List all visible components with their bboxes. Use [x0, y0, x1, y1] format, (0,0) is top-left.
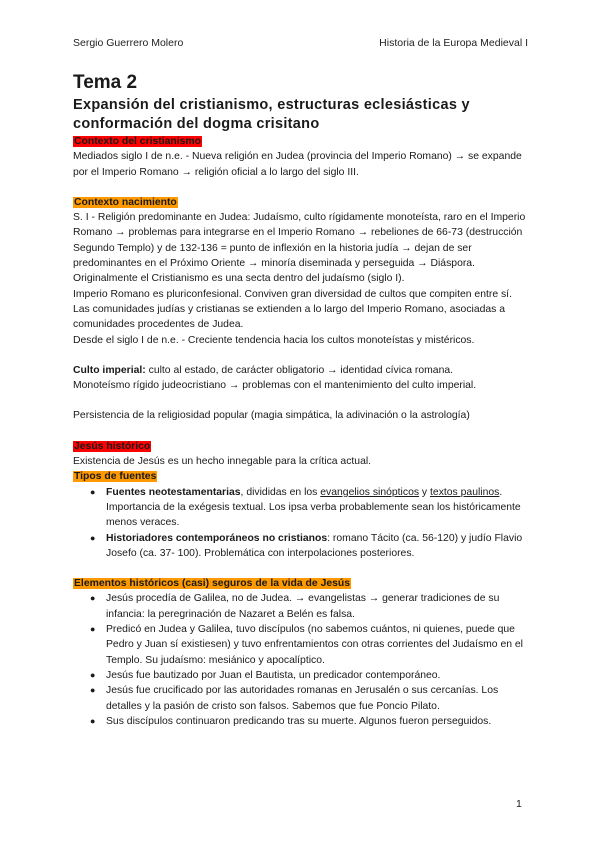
- list-item: ● Jesús fue crucificado por las autoridades romanas en Jerusalén o sus cercanías. Los detalles y la pasión de cristo son falsos. Sabemos que fue Poncio Pilato.: [90, 685, 499, 712]
- section-heading-tipos-fuentes: Tipos de fuentes: [74, 471, 157, 483]
- section-heading-jesus-historico: Jesús histórico: [74, 440, 151, 452]
- page-subtitle: Expansión del cristianismo, estructuras eclesiásticas y conformación del dogma crisitano: [73, 97, 470, 132]
- document-body: [73, 72, 529, 729]
- bullet-icon: ●: [90, 532, 96, 543]
- list-item: ● Jesús procedía de Galilea, no de Judea. → evangelistas → generar tradiciones de su infancia: la peregrinación de Nazaret a Belén es falsa.: [90, 593, 500, 620]
- bullet-icon: ●: [90, 669, 96, 680]
- culto-imperial-text: culto al estado, de carácter obligatorio → identidad cívica romana.: [145, 364, 454, 376]
- page-title: Tema 2: [73, 72, 138, 93]
- section-heading-contexto-nacimiento: Contexto nacimiento: [74, 196, 177, 208]
- bullet-icon: ●: [90, 593, 96, 604]
- header-course: Historia de la Europa Medieval I: [379, 37, 528, 49]
- bullet-icon: ●: [90, 685, 96, 696]
- header-author: Sergio Guerrero Molero: [73, 37, 184, 49]
- list-item: ● Historiadores contemporáneos no cristianos: romano Tácito (ca. 56-120) y judío Flavio Josefo (ca. 37- 100). Problemática con interpolaciones posteriores.: [90, 532, 523, 559]
- paragraph: Existencia de Jesús es un hecho innegable para la crítica actual.: [73, 456, 372, 468]
- paragraph: S. I - Religión predominante en Judea: Judaísmo, culto rígidamente monoteísta, raro en el Imperio Romano → problemas para integrarse en el Imperio Romano → rebeliones de 66-73 (destrucción Segundo Templo) y de 132-136 = punto de inflexión en la historia judía → dejan de ser predominantes en el Próximo Oriente → minoría diseminada y perseguida → Diáspora.: [73, 212, 526, 270]
- paragraph-culto-imperial: [73, 363, 529, 378]
- paragraph: Mediados siglo I de n.e. - Nueva religión en Judea (provincia del Imperio Romano) → se expande por el Imperio Romano → religión oficial a lo largo del siglo III.: [73, 151, 522, 178]
- page-header: [73, 37, 528, 49]
- paragraph: Desde el siglo I de n.e. - Creciente tendencia hacia los cultos monoteístas y mistéricos.: [73, 334, 475, 346]
- elements-list: [73, 591, 529, 729]
- list-item: ● Sus discípulos continuaron predicando tras su muerte. Algunos fueron perseguidos.: [106, 714, 529, 729]
- link-textos-paulinos[interactable]: textos paulinos: [430, 486, 500, 498]
- paragraph: Originalmente el Cristianismo es una secta dentro del judaísmo (siglo I).: [73, 273, 405, 285]
- section-heading-elementos-historicos: Elementos históricos (casi) seguros de la vida de Jesús: [74, 578, 351, 590]
- page-number: 1: [516, 798, 522, 810]
- bullet-icon: ●: [90, 624, 96, 635]
- list-item: ● Predicó en Judea y Galilea, tuvo discípulos (no sabemos cuántos, ni quienes, puede que Pedro y Juan sí existiesen) y tuvo enfrentamientos con otras corrientes del Judaísmo en el Templo. Su judaísmo: mesiánico y apocalíptico.: [90, 624, 523, 666]
- culto-imperial-label: Culto imperial:: [73, 364, 146, 376]
- list-item: ● Jesús fue bautizado por Juan el Bautista, un predicador contemporáneo.: [106, 668, 529, 683]
- sources-list: [73, 485, 529, 561]
- section-heading-contexto-cristianismo: Contexto del cristianismo: [74, 136, 202, 147]
- paragraph: Monoteísmo rígido judeocristiano → problemas con el mantenimiento del culto imperial.: [73, 380, 477, 392]
- bullet-icon: ●: [90, 486, 96, 497]
- paragraph: Persistencia de la religiosidad popular (magia simpática, la adivinación o la astrología): [73, 410, 470, 422]
- bullet-icon: ●: [90, 715, 96, 726]
- list-item: ● Fuentes neotestamentarias, divididas en los evangelios sinópticos y textos paulinos. Importancia de la exégesis textual. Los ipsa verba probablemente sean los históricamente menos veraces.: [90, 486, 521, 529]
- paragraph: Imperio Romano es pluriconfesional. Conviven gran diversidad de cultos que compiten entre sí. Las comunidades judías y cristianas se extienden a lo largo del Imperio Romano, asociadas a comunidades procedentes de Judea.: [73, 288, 512, 331]
- link-evangelios-sinopticos[interactable]: evangelios sinópticos: [320, 486, 420, 498]
